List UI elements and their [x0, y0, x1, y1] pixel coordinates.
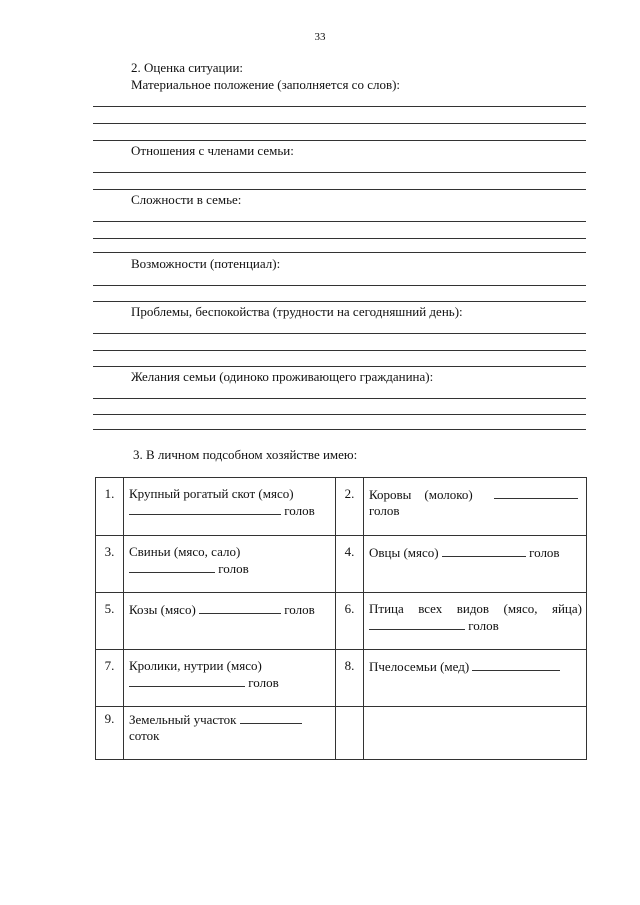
answer-line[interactable]	[93, 333, 586, 334]
household-table	[95, 477, 587, 760]
item-label: Свиньи (мясо, сало)	[129, 544, 241, 559]
answer-line[interactable]	[93, 429, 586, 430]
item-cattle[interactable]	[124, 478, 336, 536]
answer-line[interactable]	[93, 301, 586, 302]
item-unit: голов	[529, 545, 560, 560]
answer-line[interactable]	[93, 189, 586, 190]
empty-cell	[336, 707, 364, 760]
item-rabbits[interactable]	[124, 650, 336, 707]
item-number: 5.	[96, 593, 124, 650]
item-label: Пчелосемьи (мед)	[369, 659, 470, 674]
blank-field[interactable]	[240, 711, 302, 724]
table-row	[96, 536, 587, 593]
item-unit: голов	[248, 675, 279, 690]
answer-line[interactable]	[93, 366, 586, 367]
section2-heading: 2. Оценка ситуации:	[131, 60, 244, 75]
page-number: 33	[314, 31, 326, 43]
item-unit: голов	[218, 561, 249, 576]
blank-field[interactable]	[129, 560, 215, 573]
item-sheep[interactable]	[364, 536, 587, 593]
item-land[interactable]	[124, 707, 336, 760]
item-label: Овцы (мясо)	[369, 545, 439, 560]
table-row	[96, 707, 587, 760]
answer-line[interactable]	[93, 106, 586, 107]
item-unit: соток	[129, 728, 160, 743]
item-label: Коровы (молоко)	[369, 487, 473, 502]
item-bees[interactable]	[364, 650, 587, 707]
field-label-material: Материальное положение (заполняется со слов):	[131, 77, 401, 92]
item-number: 6.	[336, 593, 364, 650]
item-unit: голов	[284, 503, 315, 518]
answer-line[interactable]	[93, 221, 586, 222]
table-row	[96, 650, 587, 707]
answer-line[interactable]	[93, 414, 586, 415]
answer-line[interactable]	[93, 123, 586, 124]
field-label-problems: Проблемы, беспокойства (трудности на сегодняшний день):	[131, 304, 463, 319]
answer-line[interactable]	[93, 252, 586, 253]
item-label: Земельный участок	[129, 712, 237, 727]
item-number: 2.	[336, 478, 364, 536]
blank-field[interactable]	[369, 617, 465, 630]
item-number: 9.	[96, 707, 124, 760]
item-label: Крупный рогатый скот (мясо)	[129, 486, 294, 501]
answer-line[interactable]	[93, 172, 586, 173]
item-number: 8.	[336, 650, 364, 707]
blank-field[interactable]	[442, 544, 526, 557]
blank-field[interactable]	[494, 486, 578, 499]
blank-field[interactable]	[199, 601, 281, 614]
item-number: 4.	[336, 536, 364, 593]
item-number: 7.	[96, 650, 124, 707]
item-number: 1.	[96, 478, 124, 536]
item-unit: голов	[369, 503, 400, 518]
blank-field[interactable]	[129, 502, 281, 515]
item-goats[interactable]	[124, 593, 336, 650]
item-label: Кролики, нутрии (мясо)	[129, 658, 262, 673]
answer-line[interactable]	[93, 140, 586, 141]
answer-line[interactable]	[93, 398, 586, 399]
item-label: Козы (мясо)	[129, 602, 196, 617]
answer-line[interactable]	[93, 238, 586, 239]
field-label-potential: Возможности (потенциал):	[131, 256, 281, 271]
field-label-difficulties: Сложности в семье:	[131, 192, 242, 207]
table-row	[96, 593, 587, 650]
answer-line[interactable]	[93, 350, 586, 351]
empty-cell	[364, 707, 587, 760]
blank-field[interactable]	[472, 658, 560, 671]
item-number: 3.	[96, 536, 124, 593]
field-label-relations: Отношения с членами семьи:	[131, 143, 294, 158]
item-unit: голов	[468, 618, 499, 633]
field-label-wishes: Желания семьи (одиноко проживающего гражданина):	[131, 369, 434, 384]
item-unit: голов	[284, 602, 315, 617]
item-poultry[interactable]	[364, 593, 587, 650]
item-pigs[interactable]	[124, 536, 336, 593]
table-row	[96, 478, 587, 536]
item-label: Птица всех видов (мясо, яйца)	[369, 601, 582, 616]
item-cows[interactable]	[364, 478, 587, 536]
section3-heading: 3. В личном подсобном хозяйстве имею:	[133, 447, 358, 462]
answer-line[interactable]	[93, 285, 586, 286]
blank-field[interactable]	[129, 674, 245, 687]
